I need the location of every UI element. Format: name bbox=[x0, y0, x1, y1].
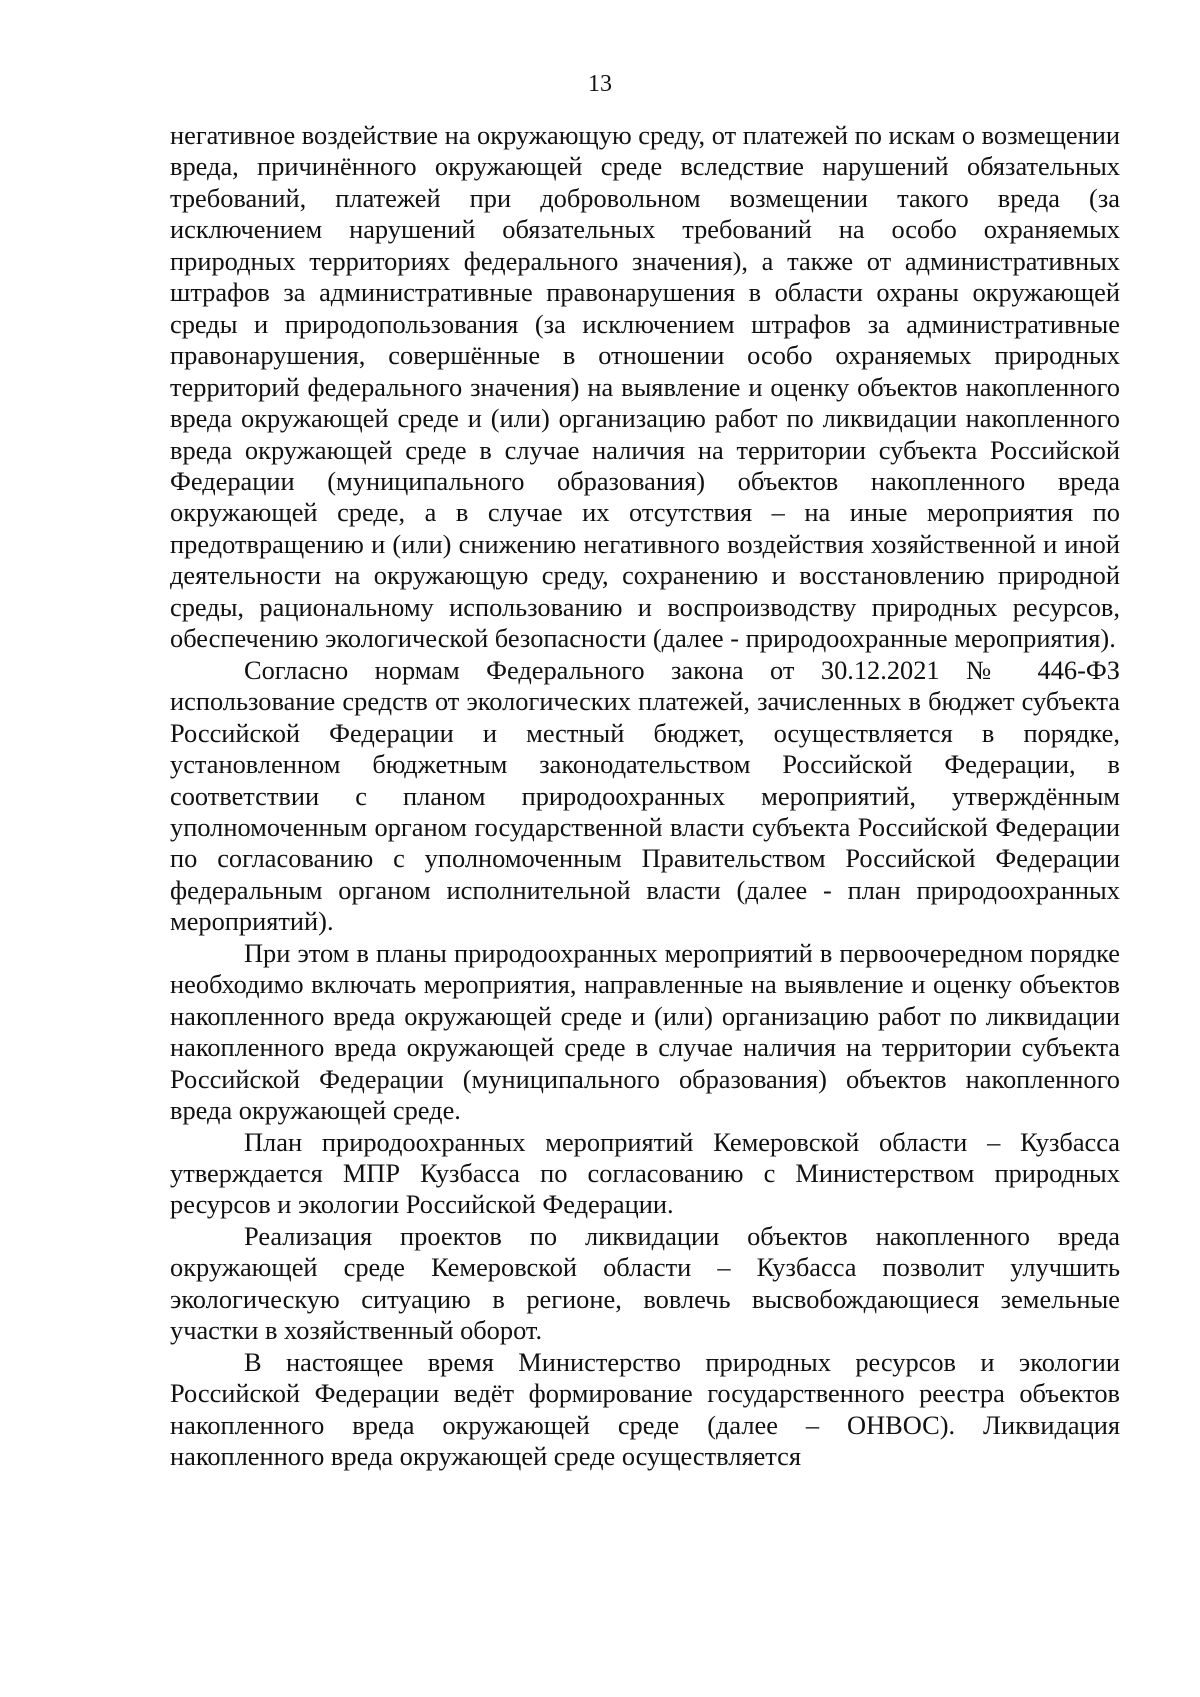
paragraph-4: План природоохранных мероприятий Кемеровской области – Кузбасса утверждается МПР Кузбасса по согласованию с Министерством природных ресурсов и экологии Российской Федерации. bbox=[170, 1126, 1120, 1220]
page-number: 13 bbox=[588, 71, 612, 97]
paragraph-1: негативное воздействие на окружающую среду, от платежей по искам о возмещении вреда, причинённого окружающей среде вследствие нарушений обязательных требований, платежей при добровольном возмещении такого вреда (за исключением нарушений обязательных требований на особо охраняемых природных территориях федерального значения), а также от административных штрафов за административные правонарушения в области охраны окружающей среды и природопользования (за исключением штрафов за административные правонарушения, совершённые в отношении особо охраняемых природных территорий федерального значения) на выявление и оценку объектов накопленного вреда окружающей среде и (или) организацию работ по ликвидации накопленного вреда окружающей среде в случае наличия на территории субъекта Российской Федерации (муниципального образования) объектов накопленного вреда окружающей среде, а в случае их отсутствия – на иные мероприятия по предотвращению и (или) снижению негативного воздействия хозяйственной и иной деятельности на окружающую среду, сохранению и восстановлению природной среды, рациональному использованию и воспроизводству природных ресурсов, обеспечению экологической безопасности (далее - природоохранные мероприятия). bbox=[170, 120, 1120, 654]
paragraph-2: Согласно нормам Федерального закона от 30.12.2021 № 446-ФЗ использование средств от экологических платежей, зачисленных в бюджет субъекта Российской Федерации и местный бюджет, осуществляется в порядке, установленном бюджетным законодательством Российской Федерации, в соответствии с планом природоохранных мероприятий, утверждённым уполномоченным органом государственной власти субъекта Российской Федерации по согласованию с уполномоченным Правительством Российской Федерации федеральным органом исполнительной власти (далее - план природоохранных мероприятий). bbox=[170, 654, 1120, 937]
paragraph-3: При этом в планы природоохранных мероприятий в первоочередном порядке необходимо включать мероприятия, направленные на выявление и оценку объектов накопленного вреда окружающей среде и (или) организацию работ по ликвидации накопленного вреда окружающей среде в случае наличия на территории субъекта Российской Федерации (муниципального образования) объектов накопленного вреда окружающей среде. bbox=[170, 937, 1120, 1126]
paragraph-6: В настоящее время Министерство природных ресурсов и экологии Российской Федерации ведёт формирование государственного реестра объектов накопленного вреда окружающей среде (далее – ОНВОС). Ликвидация накопленного вреда окружающей среде осуществляется bbox=[170, 1346, 1120, 1472]
paragraph-5: Реализация проектов по ликвидации объектов накопленного вреда окружающей среде Кемеровской области – Кузбасса позволит улучшить экологическую ситуацию в регионе, вовлечь высвобождающиеся земельные участки в хозяйственный оборот. bbox=[170, 1220, 1120, 1346]
body-text bbox=[170, 120, 1120, 1472]
